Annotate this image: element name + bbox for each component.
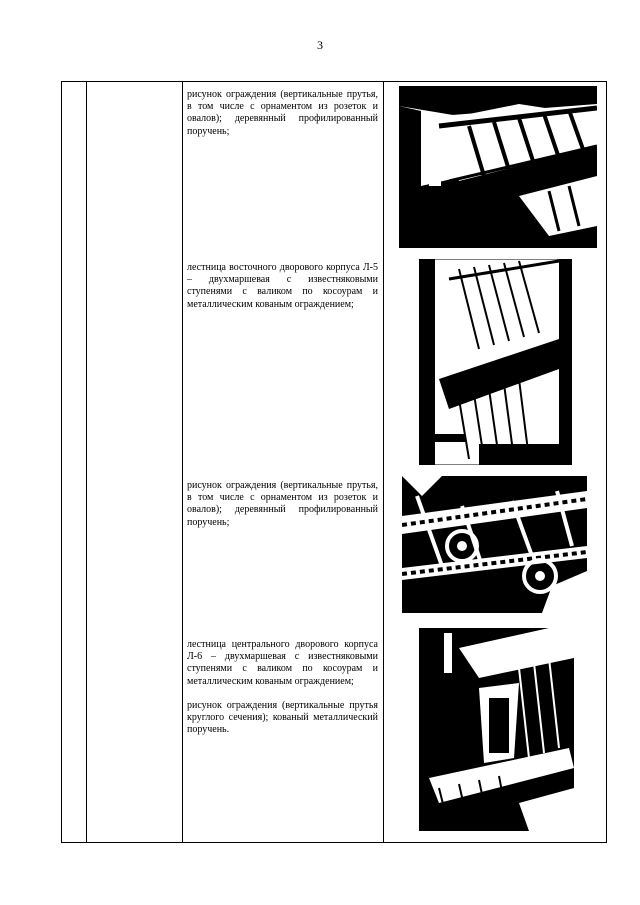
paragraph: лестница восточного дворового корпуса Л-5 – двухмаршевая с известняковыми ступенями с валиком по косоурам и металлическим кованым ограждением; xyxy=(187,262,378,310)
paragraph: рисунок ограждения (вертикальные прутья, в том числе с орнаментом из розеток и овалов); деревянный профилированный поручень; xyxy=(187,480,378,528)
table-border-bottom xyxy=(61,842,607,843)
description-railing-pattern-2 xyxy=(187,480,378,541)
photo-railing-1 xyxy=(399,86,597,248)
paragraph: лестница центрального дворового корпуса Л-6 – двухмаршевая с известняковыми ступенями с валиком по косоурам и металлическим кованым ограждением; xyxy=(187,639,378,687)
column-divider-1 xyxy=(86,81,87,843)
column-divider-2 xyxy=(182,81,183,843)
column-divider-3 xyxy=(383,81,384,843)
table-border-left xyxy=(61,81,62,843)
paragraph: рисунок ограждения (вертикальные прутья, в том числе с орнаментом из розеток и овалов); деревянный профилированный поручень; xyxy=(187,89,378,137)
table-border-right xyxy=(606,81,607,843)
table-border-top xyxy=(61,81,607,82)
page-number: 3 xyxy=(317,38,323,52)
paragraph: рисунок ограждения (вертикальные прутья круглого сечения); кованый металлический поручень. xyxy=(187,699,378,736)
photo-staircase-l5 xyxy=(419,259,572,465)
description-staircase-l5 xyxy=(187,262,378,323)
photo-railing-ornament xyxy=(402,476,587,613)
description-railing-pattern-1 xyxy=(187,89,378,150)
description-staircase-l6 xyxy=(187,639,378,748)
photo-staircase-l6 xyxy=(419,628,574,831)
